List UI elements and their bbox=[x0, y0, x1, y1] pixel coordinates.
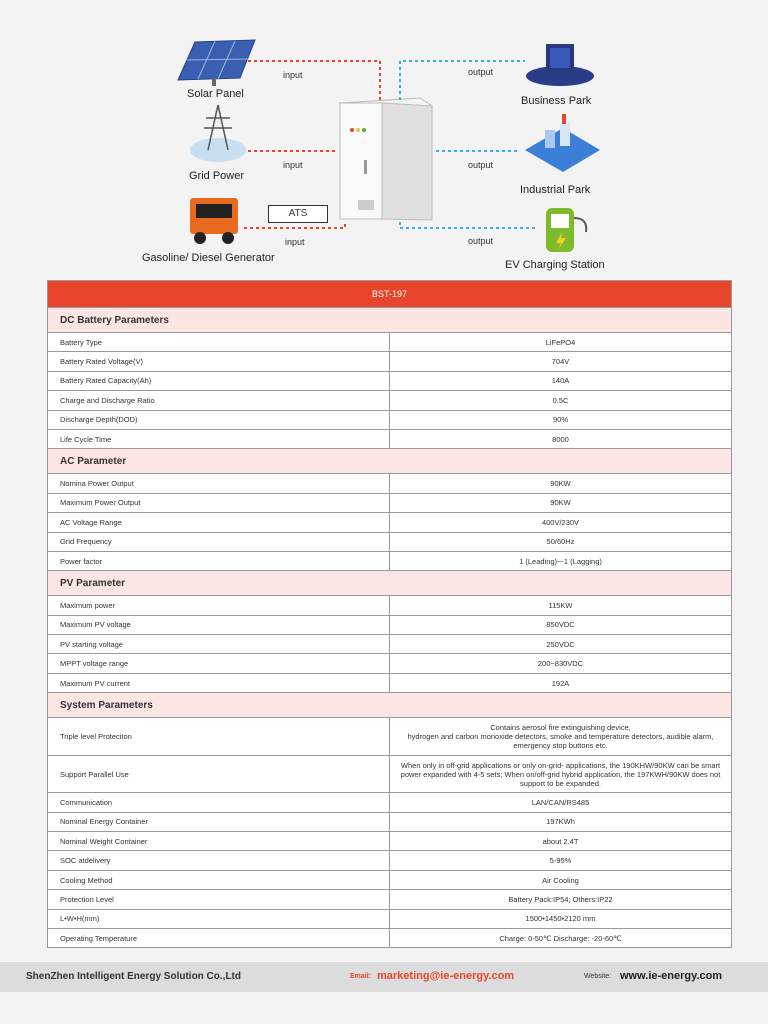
spec-value: 250VDC bbox=[390, 635, 732, 654]
spec-key: Power factor bbox=[48, 551, 390, 570]
spec-row bbox=[48, 890, 732, 909]
section-header bbox=[48, 693, 732, 718]
spec-row bbox=[48, 870, 732, 889]
spec-key: Charge and Discharge Ratio bbox=[48, 391, 390, 410]
email-label: Email: bbox=[350, 973, 372, 980]
spec-row bbox=[48, 928, 732, 947]
spec-row bbox=[48, 718, 732, 756]
spec-value: Charge: 0-50℃ Discharge: -20-60℃ bbox=[390, 928, 732, 947]
source-label-grid: Grid Power bbox=[189, 170, 245, 182]
spec-value: 8000 bbox=[390, 429, 732, 448]
spec-row bbox=[48, 371, 732, 390]
spec-row bbox=[48, 532, 732, 551]
footer bbox=[0, 962, 768, 992]
spec-row bbox=[48, 333, 732, 352]
output-label-ev: output bbox=[468, 236, 494, 246]
system-diagram bbox=[0, 0, 768, 280]
spec-key: Cooling Method bbox=[48, 870, 390, 889]
spec-value: 704V bbox=[390, 352, 732, 371]
energy-cabinet-icon bbox=[340, 98, 432, 220]
diagram-graphics bbox=[0, 0, 768, 280]
spec-key: Triple level Proteciton bbox=[48, 718, 390, 756]
input-label-generator: input bbox=[285, 237, 305, 247]
model-name: BST-197 bbox=[48, 281, 732, 308]
spec-row bbox=[48, 429, 732, 448]
grid-tower-icon bbox=[190, 105, 246, 162]
spec-key: Support Parallel Use bbox=[48, 756, 390, 793]
spec-value: When only in off-grid applications or only on-grid- applications, the 190KHW/90KW can be smart power expanded with 4-5 sets; When on/off-grid hybrid application, the 197KWH/90KW does not support to be expanded. bbox=[390, 756, 732, 793]
source-label-generator: Gasoline/ Diesel Generator bbox=[142, 252, 275, 264]
spec-key: Discharge Depth(DOD) bbox=[48, 410, 390, 429]
spec-key: L•W•H(mm) bbox=[48, 909, 390, 928]
spec-value: 850VDC bbox=[390, 615, 732, 634]
spec-row bbox=[48, 832, 732, 851]
spec-key: Maximum PV current bbox=[48, 673, 390, 692]
spec-key: Maximum Power Output bbox=[48, 493, 390, 512]
spec-key: Battery Rated Capacity(Ah) bbox=[48, 371, 390, 390]
spec-key: Nomina Power Output bbox=[48, 474, 390, 493]
output-label-business: output bbox=[468, 67, 494, 77]
spec-row bbox=[48, 812, 732, 831]
spec-value: 115KW bbox=[390, 596, 732, 615]
spec-row bbox=[48, 673, 732, 692]
spec-value: 1 (Leading)~-1 (Lagging) bbox=[390, 551, 732, 570]
spec-row bbox=[48, 654, 732, 673]
industrial-park-icon bbox=[525, 114, 600, 172]
spec-value: Air Cooling bbox=[390, 870, 732, 889]
solar-panel-icon bbox=[178, 40, 255, 86]
spec-row bbox=[48, 793, 732, 812]
spec-value: 90% bbox=[390, 410, 732, 429]
spec-key: Protection Level bbox=[48, 890, 390, 909]
spec-row bbox=[48, 513, 732, 532]
spec-key: PV starting voltage bbox=[48, 635, 390, 654]
spec-key: Nominal Weight Container bbox=[48, 832, 390, 851]
spec-value: 192A bbox=[390, 673, 732, 692]
email-link[interactable]: marketing@ie-energy.com bbox=[377, 970, 515, 982]
spec-value: 1500•1450•2120 mm bbox=[390, 909, 732, 928]
spec-value: 140A bbox=[390, 371, 732, 390]
spec-key: SOC atdelivery bbox=[48, 851, 390, 870]
spec-row bbox=[48, 352, 732, 371]
spec-key: Operating Temperature bbox=[48, 928, 390, 947]
load-label-ev: EV Charging Station bbox=[505, 259, 605, 271]
source-label-solar: Solar Panel bbox=[187, 88, 244, 100]
spec-row bbox=[48, 635, 732, 654]
spec-value: 400V/230V bbox=[390, 513, 732, 532]
spec-row bbox=[48, 756, 732, 793]
spec-key: Nominal Energy Container bbox=[48, 812, 390, 831]
spec-value: LiFePO4 bbox=[390, 333, 732, 352]
spec-key: Life Cycle Time bbox=[48, 429, 390, 448]
website-label: Website: bbox=[584, 973, 612, 980]
section-title: PV Parameter bbox=[48, 571, 732, 596]
output-label-industrial: output bbox=[468, 160, 494, 170]
ats-box: ATS bbox=[268, 205, 328, 223]
spec-key: Communication bbox=[48, 793, 390, 812]
spec-value: 90KW bbox=[390, 493, 732, 512]
spec-row bbox=[48, 596, 732, 615]
spec-key: AC Voltage Range bbox=[48, 513, 390, 532]
input-label-solar: input bbox=[283, 70, 303, 80]
business-park-icon bbox=[526, 44, 594, 86]
spec-value: 197KWh bbox=[390, 812, 732, 831]
spec-value: 200~830VDC bbox=[390, 654, 732, 673]
spec-value: about 2.4T bbox=[390, 832, 732, 851]
section-header bbox=[48, 449, 732, 474]
spec-value: 90KW bbox=[390, 474, 732, 493]
spec-row bbox=[48, 851, 732, 870]
section-header bbox=[48, 308, 732, 333]
spec-row bbox=[48, 493, 732, 512]
spec-key: MPPT voltage range bbox=[48, 654, 390, 673]
spec-value: 50/60Hz bbox=[390, 532, 732, 551]
spec-key: Battery Type bbox=[48, 333, 390, 352]
load-label-business: Business Park bbox=[521, 95, 592, 107]
generator-icon bbox=[190, 198, 238, 244]
spec-key: Maximum power bbox=[48, 596, 390, 615]
section-header bbox=[48, 571, 732, 596]
spec-row bbox=[48, 551, 732, 570]
spec-key: Battery Rated Voltage(V) bbox=[48, 352, 390, 371]
spec-value: 5-95% bbox=[390, 851, 732, 870]
spec-value: LAN/CAN/RS485 bbox=[390, 793, 732, 812]
spec-row bbox=[48, 909, 732, 928]
section-title: System Parameters bbox=[48, 693, 732, 718]
spec-row bbox=[48, 474, 732, 493]
spec-table bbox=[47, 280, 732, 948]
spec-value: Battery Pack:IP54; Others:IP22 bbox=[390, 890, 732, 909]
company-name: ShenZhen Intelligent Energy Solution Co.,Ltd bbox=[26, 971, 241, 982]
spec-key: Grid Frequency bbox=[48, 532, 390, 551]
section-title: AC Parameter bbox=[48, 449, 732, 474]
input-label-grid: input bbox=[283, 160, 303, 170]
model-header-row bbox=[48, 281, 732, 308]
spec-row bbox=[48, 391, 732, 410]
website-link[interactable]: www.ie-energy.com bbox=[620, 970, 723, 982]
spec-value: 0.5C bbox=[390, 391, 732, 410]
spec-key: Maximum PV voltage bbox=[48, 615, 390, 634]
spec-row bbox=[48, 615, 732, 634]
ev-charger-icon bbox=[546, 208, 586, 252]
section-title: DC Battery Parameters bbox=[48, 308, 732, 333]
spec-value: Contains aerosol fire extinguishing device, hydrogen and carbon monoxide detectors, smoke and temperature detectors, audible alarm, emergency stop buttons etc. bbox=[390, 718, 732, 756]
load-label-industrial: Industrial Park bbox=[520, 184, 591, 196]
spec-row bbox=[48, 410, 732, 429]
